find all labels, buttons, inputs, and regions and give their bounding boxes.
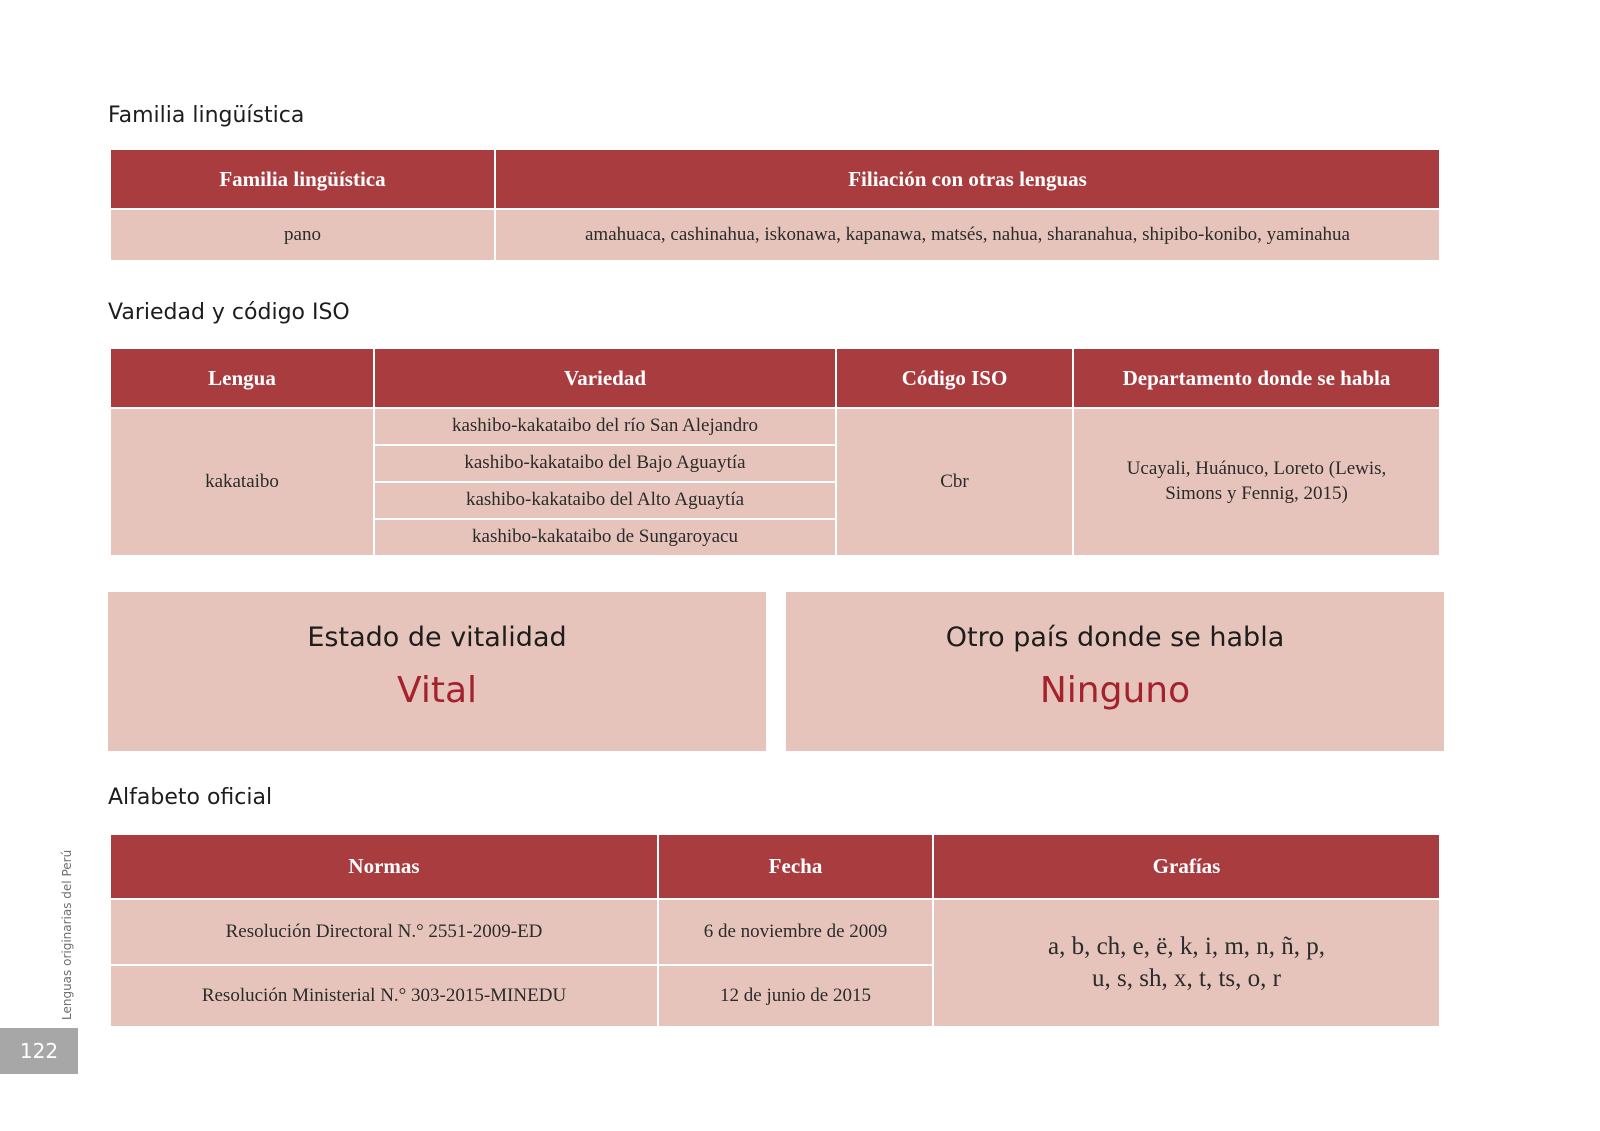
cell-variedad: kashibo-kakataibo del río San Alejandro: [374, 408, 836, 445]
cell-fecha: 12 de junio de 2015: [658, 965, 933, 1027]
otro-pais-label: Otro país donde se habla: [945, 622, 1285, 653]
table-header-row: [110, 149, 1440, 209]
cell-grafias: [933, 899, 1440, 1027]
cell-lengua: kakataibo: [110, 408, 374, 556]
cell-familia: pano: [110, 209, 495, 261]
alfabeto-table: [109, 833, 1441, 1028]
cell-departamento: Ucayali, Huánuco, Loreto (Lewis, Simons y Fennig, 2015): [1073, 408, 1440, 556]
header-familia: Familia lingüística: [110, 149, 495, 209]
header-variedad: Variedad: [374, 348, 836, 408]
cell-codigo-iso: Cbr: [836, 408, 1073, 556]
table-row: [110, 899, 1440, 965]
section-title-alfabeto: Alfabeto oficial: [108, 785, 273, 810]
cell-filiacion: amahuaca, cashinahua, iskonawa, kapanawa, matsés, nahua, sharanahua, shipibo-konibo, yaminahua: [495, 209, 1440, 261]
header-grafias: Grafías: [933, 834, 1440, 899]
otro-pais-value: Ninguno: [1039, 670, 1191, 711]
header-filiacion: Filiación con otras lenguas: [495, 149, 1440, 209]
grafias-line-1: a, b, ch, e, ë, k, i, m, n, ñ, p,: [1047, 932, 1326, 960]
cell-variedad: kashibo-kakataibo de Sungaroyacu: [374, 519, 836, 556]
familia-table: [109, 148, 1441, 262]
header-departamento: Departamento donde se habla: [1073, 348, 1440, 408]
running-footer-text: Lenguas originarias del Perú: [60, 849, 74, 1020]
vitalidad-value: Vital: [396, 670, 477, 711]
variedad-table: [109, 347, 1441, 557]
otro-pais-box: [786, 592, 1444, 751]
grafias-line-2: u, s, sh, x, t, ts, o, r: [1092, 965, 1281, 992]
cell-variedad: kashibo-kakataibo del Bajo Aguaytía: [374, 445, 836, 482]
table-header-row: [110, 834, 1440, 899]
header-lengua: Lengua: [110, 348, 374, 408]
cell-norma: Resolución Ministerial N.° 303-2015-MINEDU: [110, 965, 658, 1027]
cell-variedad: kashibo-kakataibo del Alto Aguaytía: [374, 482, 836, 519]
table-row: [110, 408, 1440, 445]
section-title-familia: Familia lingüística: [108, 103, 305, 128]
vitalidad-box: [108, 592, 766, 751]
cell-fecha: 6 de noviembre de 2009: [658, 899, 933, 965]
cell-norma: Resolución Directoral N.° 2551-2009-ED: [110, 899, 658, 965]
header-fecha: Fecha: [658, 834, 933, 899]
table-header-row: [110, 348, 1440, 408]
section-title-variedad: Variedad y código ISO: [108, 300, 350, 325]
header-codigo-iso: Código ISO: [836, 348, 1073, 408]
header-normas: Normas: [110, 834, 658, 899]
page-number: 122: [0, 1028, 78, 1074]
vitalidad-label: Estado de vitalidad: [307, 622, 567, 653]
table-row: [110, 209, 1440, 261]
